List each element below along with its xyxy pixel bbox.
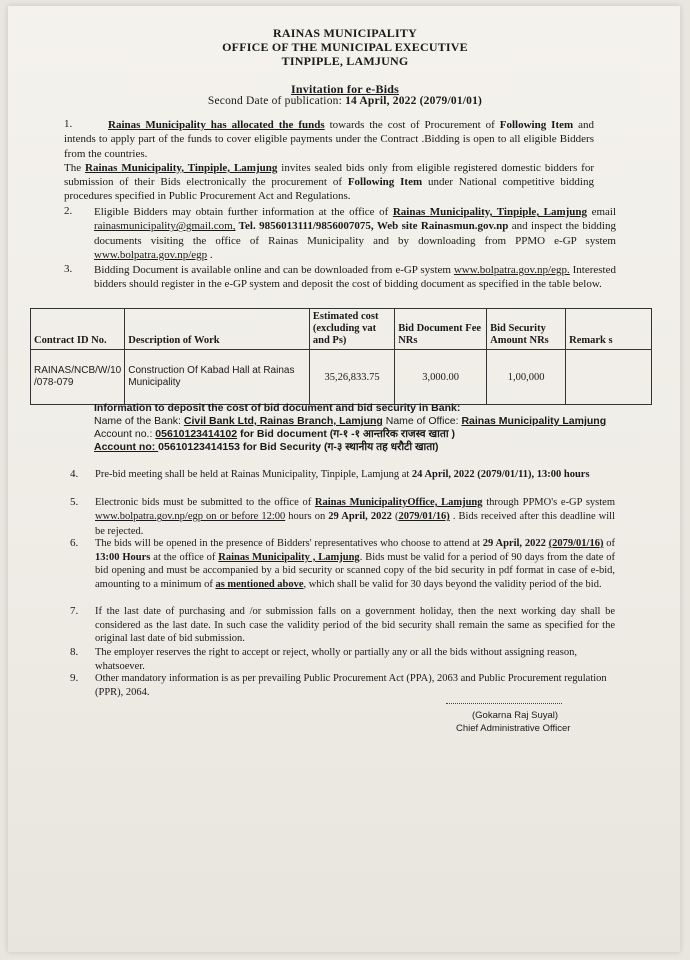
item-number: 4. — [70, 468, 79, 480]
paragraph-1: Rainas Municipality has allocated the funds towards the cost of Procurement of Following Item and intends to apply part of the funds to cover eligible payments under the Contract .Bidding is open to all eligible Bidders from the countries. The Rainas Municipality, Tinpiple, Lamjung invites sealed bids only from eligible registered domestic bidders for submission of their Bids electronically the procurement of Following Item under National competitive bidding procedures specified in Public Procurement Act and Regulations. — [64, 119, 594, 203]
paragraph-7: If the last date of purchasing and /or submission falls on a government holiday, then the next working day shall be considered as the last date. In such case the validity period of the bid security shall remain the same as specified for the original last date of bid submission. — [95, 606, 615, 645]
paragraph-9: Other mandatory information is as per prevailing Public Procurement Act (PPA), 2063 and Public Procurement regulation (PPR), 2064. — [95, 673, 607, 698]
cell-document-fee: 3,000.00 — [395, 350, 487, 405]
municipality-name: RAINAS MUNICIPALITY — [273, 26, 417, 40]
office-name: OFFICE OF THE MUNICIPAL EXECUTIVE — [222, 40, 468, 54]
item-number: 3. — [64, 263, 73, 275]
signature-line — [446, 703, 562, 704]
item-number: 2. — [64, 205, 73, 217]
item-number: 7. — [70, 605, 79, 617]
item-number: 5. — [70, 496, 79, 508]
table-row — [31, 350, 652, 405]
email-link[interactable]: rainasmunicipality@gmail.com, — [94, 220, 236, 233]
website-link[interactable]: Rainasmun.gov.np — [420, 220, 509, 233]
item-number: 9. — [70, 672, 79, 684]
header-remarks: Remark s — [566, 309, 652, 350]
bank-info: Information to deposit the cost of bid document and bid security in Bank: Name of the Bank: Civil Bank Ltd, Rainas Branch, Lamjung Name of Office: Rainas Municipality Lamjung Account no.: 05610123414102 for Bid document (ग-१ -१ आन्तरिक राजस्व खाता ) Account no: 05610123414153 for Bid Security (ग-३ स्थानीय तह धरौटी खाता) — [94, 402, 607, 453]
cell-remarks — [566, 350, 652, 405]
header-estimated-cost: Estimated cost (excluding vat and Ps) — [309, 309, 394, 350]
cell-contract-id: RAINAS/NCB/W/10 /078-079 — [31, 350, 125, 405]
office-location: TINPIPLE, LAMJUNG — [281, 54, 409, 68]
table-header-row — [31, 309, 652, 350]
notice-title: Invitation for e-Bids — [291, 82, 399, 96]
paragraph-5: Electronic bids must be submitted to the office of Rainas MunicipalityOffice, Lamjung through PPMO's e-GP system www.bolpatra.gov.np/egp on or before 12:00 hours on 29 April, 2022 (2079/01/16) . Bids received after this deadline will be rejected. — [95, 497, 615, 537]
item-number: 6. — [70, 537, 79, 549]
cell-security-amount: 1,00,000 — [487, 350, 566, 405]
paragraph-4: Pre-bid meeting shall be held at Rainas Municipality, Tinpiple, Lamjung at 24 April, 2022 (2079/01/11), 13:00 hours — [95, 469, 590, 480]
bid-table — [30, 308, 652, 405]
cell-description: Construction Of Kabad Hall at Rainas Municipality — [125, 350, 310, 405]
item-number: 8. — [70, 646, 79, 658]
egp-link[interactable]: www.bolpatra.gov.np/egp on or before 12:00 — [95, 511, 286, 523]
paragraph-3: Bidding Document is available online and can be downloaded from e-GP system www.bolpatra.gov.np/egp. Interested bidders should register in the e-GP system and deposit the cost of bidding document as specified in the table below. — [94, 264, 617, 291]
header-description: Description of Work — [125, 309, 310, 350]
header-contract-id: Contract ID No. — [31, 309, 125, 350]
header-security-amount: Bid Security Amount NRs — [487, 309, 566, 350]
signatory-title: Chief Administrative Officer — [456, 723, 571, 734]
cell-estimated-cost: 35,26,833.75 — [309, 350, 394, 405]
paragraph-2: Eligible Bidders may obtain further information at the office of Rainas Municipality, Tinpiple, Lamjung email rainasmunicipality@gmail.com, Tel. 9856013111/9856007075, Web site Rainasmun.gov.np and inspect the bidding documents visiting the office of Rainas Municipality and by downloading from PPMO e-GP system www.bolpatra.gov.np/egp . — [94, 206, 616, 261]
egp-link[interactable]: www.bolpatra.gov.np/egp — [94, 248, 208, 261]
egp-link[interactable]: www.bolpatra.gov.np/egp. — [453, 264, 570, 276]
item-number: 1. — [64, 118, 73, 130]
header-document-fee: Bid Document Fee NRs — [395, 309, 487, 350]
paragraph-6: The bids will be opened in the presence of Bidders' representatives who choose to attend at 29 April, 2022 (2079/01/16) of 13:00 Hours at the office of Rainas Municipality , Lamjung. Bids must be valid for a period of 90 days from the date of bid opening and must be accompanied by a bid security or scanned copy of the bid security in pdf format in case of e-bid, amounting to a minimum of as mentioned above, which shall be valid for 30 days beyond the validity period of the bid. — [95, 538, 616, 590]
publication-date: Second Date of publication: 14 April, 2022 (2079/01/01) — [207, 95, 483, 107]
bank-info-title: Information to deposit the cost of bid document and bid security in Bank: — [94, 402, 461, 414]
paragraph-8: The employer reserves the right to accept or reject, wholly or partially any or all the bids without assigning reason, whatsoever. — [95, 647, 577, 672]
signatory-name: (Gokarna Raj Suyal) — [472, 710, 559, 721]
